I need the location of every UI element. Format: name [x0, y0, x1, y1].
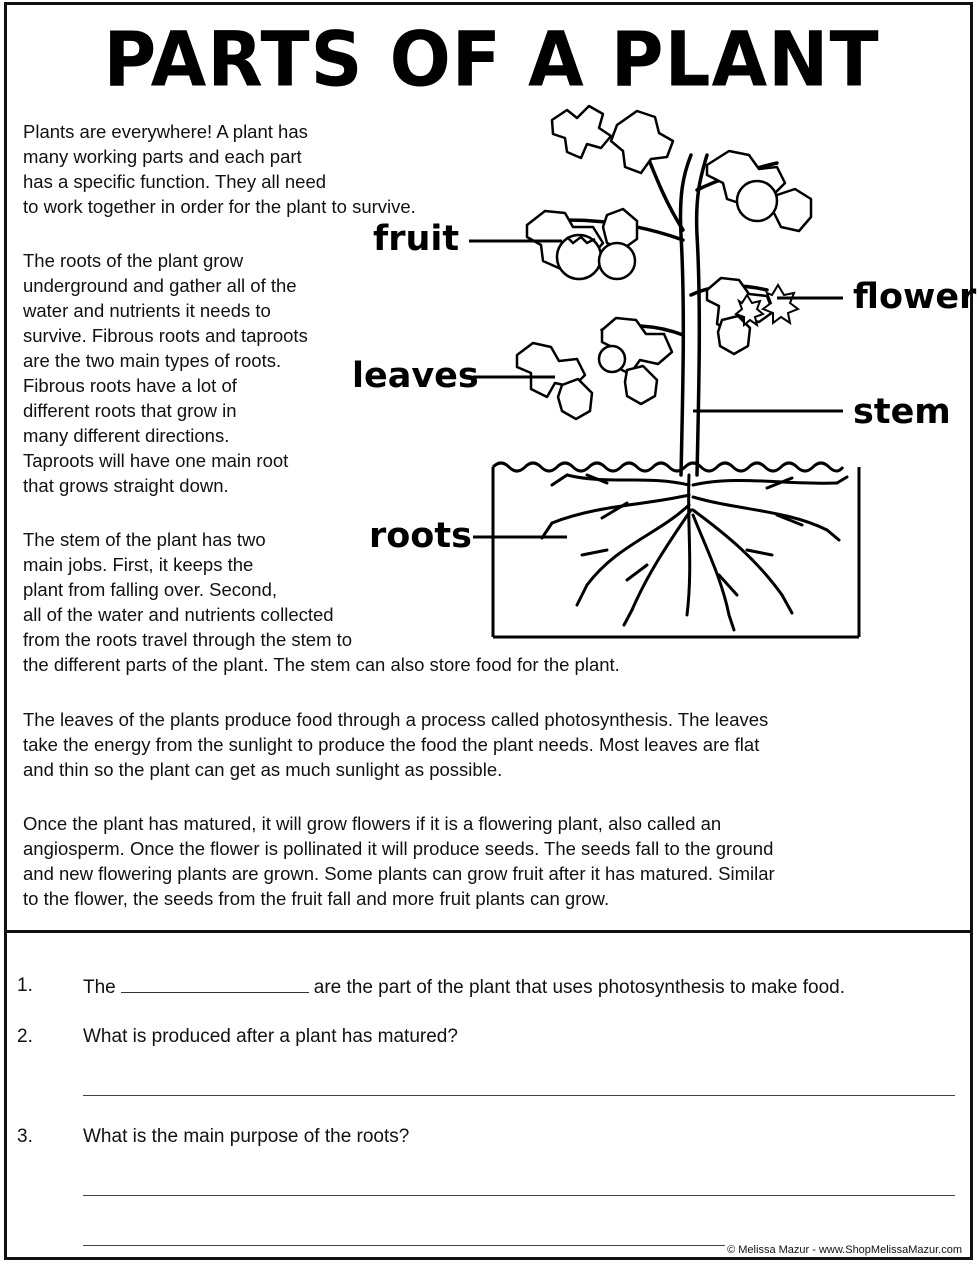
question-text: What is the main purpose of the roots? [83, 1126, 410, 1147]
question-text: The are the part of the plant that uses photosynthesis to make food. [83, 974, 845, 1000]
fruit-label: fruit [373, 219, 460, 259]
worksheet [4, 2, 977, 1260]
answer-line[interactable] [83, 1095, 955, 1096]
leaves-label: leaves [352, 356, 479, 396]
plant-diagram [7, 5, 976, 645]
intro-paragraph: Plants are everywhere! A plant has many working parts and each part has a specific function. They all need to work together in order for the plant to survive. [23, 121, 416, 217]
roots-illustration [542, 475, 847, 630]
leaves-paragraph: The leaves of the plants produce food through a process called photosynthesis. The leaves take the energy from the sunlight to produce the food the plant needs. Most leaves are flat and thin so the plant can get as much sunlight as possible. [23, 709, 769, 780]
question-text: What is produced after a plant has matured? [83, 1026, 458, 1047]
flowers-paragraph: Once the plant has matured, it will grow flowers if it is a flowering plant, also called an angiosperm. Once the flower is pollinated it will produce seeds. The seeds fall to the ground and new flowering plants are grown. Some plants can grow fruit after it has matured. Similar to the flower, the seeds from the fruit fall and more fruit plants can grow. [23, 813, 775, 909]
section-divider [7, 930, 970, 933]
roots-paragraph: The roots of the plant grow underground and gather all of the water and nutrients it needs to survive. Fibrous roots and taproots are the two main types of roots. Fibrous roots have a lot of different roots that grow in many different directions. Taproots will have one main root that grows straight down. [23, 250, 308, 496]
question-number: 1. [17, 975, 33, 996]
soil-box [493, 463, 859, 637]
fill-in-blank[interactable] [121, 974, 309, 993]
roots-label: roots [369, 516, 472, 556]
stem-paragraph: The stem of the plant has two main jobs. First, it keeps the plant from falling over. Second, all of the water and nutrients collected from the roots travel through the stem to the different parts of the plant. The stem can also store food for the plant. [23, 529, 620, 675]
page-title: PARTS OF A PLANT [103, 14, 880, 104]
copyright-footer: © Melissa Mazur - www.ShopMelissaMazur.com [727, 1244, 962, 1256]
answer-line[interactable] [83, 1195, 955, 1196]
flower-label: flower [853, 277, 977, 317]
question-number: 3. [17, 1126, 33, 1147]
stem-label: stem [853, 392, 951, 432]
question-number: 2. [17, 1026, 33, 1047]
